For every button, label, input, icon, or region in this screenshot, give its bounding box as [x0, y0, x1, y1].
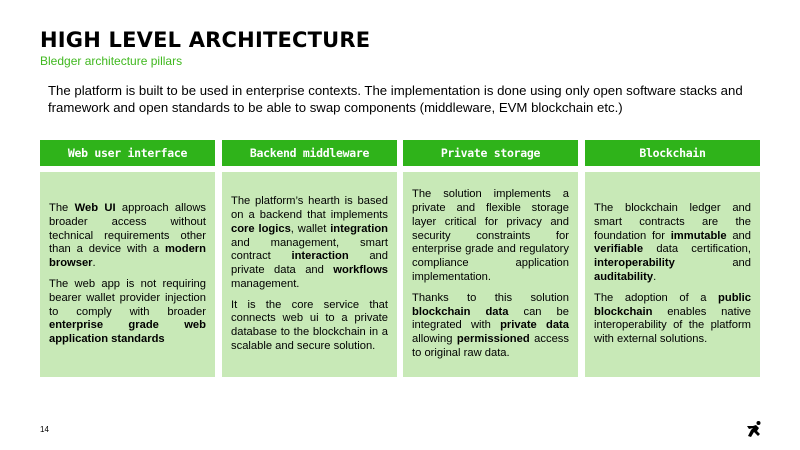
pillar-paragraph	[594, 292, 751, 347]
pillar-paragraph	[412, 292, 569, 361]
text-run: approach allows broader access without technical requirements other than a device with a	[49, 202, 206, 256]
running-figure-icon	[744, 420, 764, 438]
bold-text-run: modern browser	[49, 243, 206, 270]
bold-text-run: blockchain data	[412, 305, 509, 318]
pillar-header-blockchain: Blockchain	[585, 140, 760, 166]
pillar-body-web-ui	[40, 172, 215, 377]
text-run: access to original raw data.	[412, 333, 569, 359]
text-run: can be integrated with	[412, 305, 569, 332]
pillar-paragraph	[594, 202, 751, 285]
text-run: .	[92, 257, 96, 270]
pillar-web-ui	[40, 140, 215, 377]
text-run: The solution implements a private and flexible storage layer critical for privacy and security constraints for enterprise grade and regulatory compliance application implementation.	[412, 188, 569, 283]
text-run: The	[49, 202, 75, 215]
pillar-header-web-ui: Web user interface	[40, 140, 215, 166]
bold-text-run: auditability	[594, 271, 654, 283]
text-run: data certification,	[643, 243, 751, 256]
text-run: allowing	[412, 333, 457, 346]
text-run: The web app is not requiring bearer wallet provider injection to comply with broader	[49, 278, 206, 318]
text-run: enables native interoperability of the platform with external solutions.	[594, 305, 751, 346]
pillar-paragraph	[49, 202, 206, 271]
pillar-blockchain	[585, 140, 760, 377]
pillar-paragraph	[231, 195, 388, 292]
bold-text-run: permissioned	[456, 333, 530, 346]
intro-paragraph: The platform is built to be used in enterprise contexts. The implementation is done using only open software stacks and framework and open standards to be able to swap components (middleware, EVM blockchain etc.)	[48, 83, 743, 115]
text-run: and private data and	[231, 250, 389, 277]
pillar-header-backend-middleware: Backend middleware	[222, 140, 397, 166]
pillar-private-storage	[403, 140, 578, 377]
text-run: .	[653, 271, 657, 283]
pillar-header-private-storage: Private storage	[403, 140, 578, 166]
pillar-paragraph	[231, 299, 388, 354]
pillar-paragraph	[412, 188, 569, 285]
bold-text-run: interoperability	[594, 257, 675, 270]
text-run: It is the core service that connects web ui to a private database to the blockchain in a scalable and secure solution.	[231, 298, 388, 353]
bold-text-run: workflows	[333, 264, 388, 277]
bold-text-run: public blockchain	[594, 291, 751, 318]
slide-subtitle: Bledger architecture pillars	[40, 54, 183, 68]
text-run: , wallet	[290, 222, 331, 235]
bold-text-run: Web UI	[74, 202, 116, 215]
pillar-body-backend-middleware	[222, 172, 397, 377]
bold-text-run: immutable	[670, 229, 727, 242]
bold-text-run: core logics	[231, 222, 291, 235]
text-run: The adoption of a	[594, 291, 719, 304]
page-number: 14	[40, 425, 49, 434]
bold-text-run: private data	[500, 319, 569, 332]
text-run: and	[674, 257, 751, 270]
text-run: management.	[231, 277, 300, 290]
pillar-paragraph	[49, 278, 206, 347]
text-run: The platform’s hearth is based on a backend that implements	[231, 195, 388, 221]
slide-title: HIGH LEVEL ARCHITECTURE	[40, 28, 371, 52]
bold-text-run: integration	[330, 222, 388, 235]
text-run: Thanks to this solution	[412, 291, 569, 304]
text-run: and management, smart contract	[231, 236, 388, 263]
bold-text-run: interaction	[291, 250, 349, 263]
pillar-body-blockchain	[585, 172, 760, 377]
bold-text-run: enterprise grade web application standards	[49, 319, 206, 346]
pillar-backend-middleware	[222, 140, 397, 377]
pillar-body-private-storage	[403, 172, 578, 377]
text-run: The blockchain ledger and smart contracts are the foundation for	[594, 202, 751, 242]
bold-text-run: verifiable	[594, 243, 644, 256]
text-run: and	[726, 229, 751, 242]
